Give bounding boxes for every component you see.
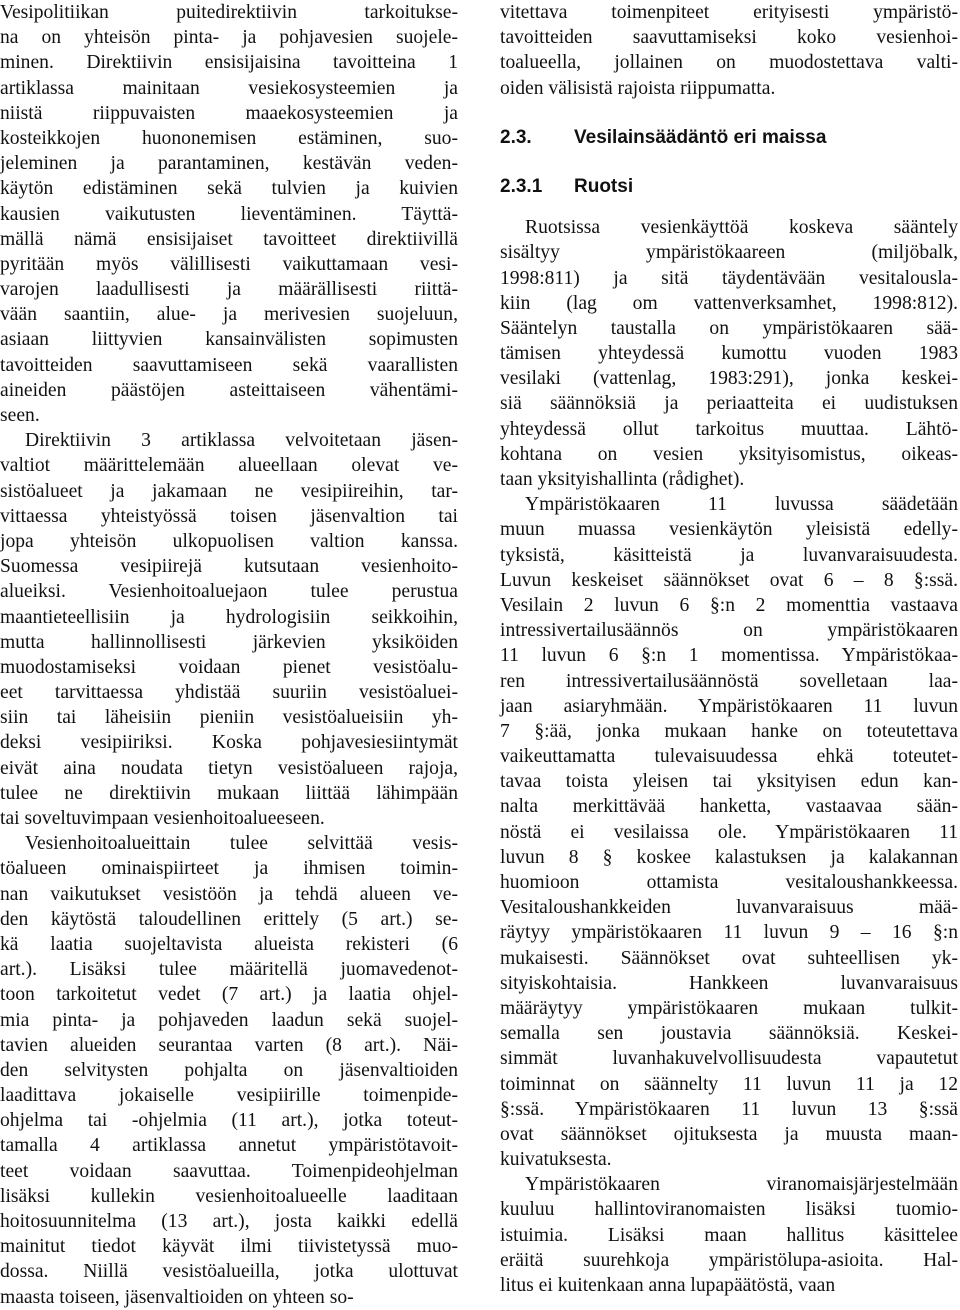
text-line: siä säännöksiä ja periaatteita ei uudistuksen [500, 393, 958, 415]
text-line: Vesienhoitoalueittain tulee selvittää vesis- [25, 833, 458, 855]
text-line: 7 §:ää, jonka mukaan hanke on toteutettava [500, 720, 958, 742]
text-line: tamalla 4 artiklassa annetut ympäristötavoit- [0, 1135, 458, 1157]
text-line: tavoitteiden saavuttamiseksi koko vesienhoi- [500, 27, 958, 49]
text-line: taan yksityishallinta (rådighet). [500, 469, 745, 491]
text-line: mällä nämä ensisijaiset tavoitteet direktiivillä [0, 228, 458, 250]
text-line: minen. Direktiivin ensisijaisina tavoitteina 1 [0, 52, 458, 74]
text-line: mainitut tiedot käyvät ilmi tiivistetyssä muo- [0, 1236, 458, 1258]
text-line: Ympäristökaaren 11 luvussa säädetään [525, 494, 958, 516]
text-line: ovat säännökset ojituksesta ja muusta maan- [500, 1123, 958, 1145]
text-line: semalla sen joustavia säännöksiä. Keskei- [500, 1023, 958, 1045]
text-line: kuivatuksesta. [500, 1149, 612, 1171]
text-line: eet tarvittaessa yhdistää suuriin vesistöaluei- [0, 682, 458, 704]
text-line: tämisen yhteydessä kumottu vuoden 1983 [500, 343, 958, 365]
text-line: lisäksi kullekin vesienhoitoalueelle laaditaan [0, 1185, 458, 1207]
text-line: kosteikkojen huononemisen estäminen, suo- [0, 127, 458, 149]
text-line: sistöalueet ja jakamaan ne vesipiireihin, tar- [0, 480, 458, 502]
text-line: aineiden päästöjen asteittaiseen vähentämi- [0, 379, 458, 401]
text-line: Direktiivin 3 artiklassa velvoitetaan jäsen- [25, 430, 458, 452]
paragraph [0, 428, 458, 831]
text-line: Vesitaloushankkeiden luvanvaraisuus mää- [500, 897, 958, 919]
subsection-heading-title: Ruotsi [574, 175, 634, 197]
text-line: art.). Lisäksi tulee määritellä juomavedenot- [0, 959, 458, 981]
text-line: jopa yhteisön ulkopuolisen valtion kanssa. [0, 530, 458, 552]
text-line: oiden välisistä rajoista riippumatta. [500, 77, 776, 99]
text-line: eivät aina noudata tietyn vesistöalueen rajoja, [0, 757, 458, 779]
subsection-heading-number: 2.3.1 [500, 175, 543, 197]
text-line: vitettava toimenpiteet erityisesti ympäristö- [500, 2, 958, 23]
text-line: käytön edistäminen sekä tulvien ja kuivien [0, 178, 458, 200]
text-line: luvun 8 § koskee kalastuksen ja kalakannan [500, 846, 958, 868]
text-line: toalueella, jollainen on muodostettava valti- [500, 52, 958, 74]
paragraph-continuation [500, 0, 958, 101]
text-line: tulee ne direktiivin mukaan liittää lähimpään [0, 782, 458, 804]
text-line: vään saantiin, alue- ja merivesien suojeluun, [0, 304, 458, 326]
text-line: kohtana on vesien yksityisomistus, oikeas- [500, 443, 958, 465]
text-line: eräitä suurehkoja ympäristölupa-asioita. Hal- [500, 1249, 958, 1271]
text-line: deksi vesipiiriksi. Koska pohjavesiesiintymät [0, 732, 458, 754]
text-line: tai soveltuvimpaan vesienhoitoalueeseen. [0, 808, 325, 829]
text-line: den käytöstä taloudellinen erittely (5 art.) se- [0, 908, 458, 930]
text-line: artiklassa mainitaan vesiekosysteemien ja [0, 77, 458, 99]
text-line: töalueen ominaispiirteet ja ihmisen toimin- [0, 858, 458, 880]
text-line: Luvun keskeiset säännökset ovat 6 – 8 §:ssä. [500, 569, 958, 591]
text-line: mukaisesti. Säännökset ovat suhteellisen yk- [500, 947, 958, 969]
text-line: ohjelma tai -ohjelmia (11 art.), jotka toteut- [0, 1110, 458, 1132]
text-line: tavoitteiden saavuttamiseen sekä vaarallisten [0, 354, 458, 376]
text-line: toiminnat on säännelty 11 luvun 11 ja 12 [500, 1073, 958, 1095]
text-line: muodostamiseksi voidaan pienet vesistöalu- [0, 656, 458, 678]
text-line: nalta merkittävää hanketta, vastaavaa sään- [500, 796, 958, 818]
text-line: siin tai läheisiin pieniin vesistöalueisiin yh- [0, 707, 458, 729]
paragraph [500, 1172, 958, 1298]
text-line: maantieteellisiin ja hydrologisiin seikkoihin, [0, 606, 458, 628]
text-line: vittaessa yhteistyössä toisen jäsenvaltion tai [0, 505, 458, 527]
text-line: nöstä ei vesilaissa ole. Ympäristökaaren 11 [500, 821, 958, 843]
paragraph [500, 215, 958, 492]
text-line: Ruotsissa vesienkäyttöä koskeva sääntely [525, 217, 958, 239]
text-line: simmät luvanhakuvelvollisuudesta vapautetut [500, 1048, 958, 1070]
text-line: istuimia. Lisäksi maan hallitus käsittelee [500, 1224, 958, 1246]
text-line: vesilaki (vattenlag, 1983:291), jonka keskei- [500, 368, 958, 390]
text-line: varojen laadullisesti ja määrällisesti riittä- [0, 279, 458, 301]
text-line: dossa. Niillä vesistöalueilla, jotka ulottuvat [0, 1261, 458, 1283]
text-line: na on yhteisön pinta- ja pohjavesien suojele- [0, 27, 458, 49]
text-line: vaikeuttamatta tulevaisuudessa ehkä toteutet- [500, 746, 958, 768]
text-line: alueiksi. Vesienhoitoaluejaon tulee perustua [0, 581, 458, 603]
text-line: kausien vaikutusten lieventäminen. Täyttä- [0, 203, 458, 225]
paragraph [500, 492, 958, 1172]
right-column [500, 0, 958, 1298]
text-line: §:ssä. Ympäristökaaren 11 luvun 13 §:ssä [500, 1098, 958, 1120]
text-line: Ympäristökaaren viranomaisjärjestelmään [525, 1174, 958, 1196]
section-heading-number: 2.3. [500, 126, 532, 148]
section-heading-title: Vesilainsäädäntö eri maissa [574, 126, 827, 148]
paragraph [0, 831, 458, 1310]
text-line: määräytyy ympäristökaaren mukaan tulkit- [500, 997, 958, 1019]
text-line: ren intressivertailusäännöstä sovelletaan laa- [500, 670, 958, 692]
text-line: kuuluu hallintoviranomaisten lisäksi tuomio- [500, 1199, 958, 1221]
text-line: tyksistä, käsitteistä ja luvanvaraisuudesta. [500, 544, 958, 566]
text-line: toon tarkoitetut vedet (7 art.) ja laatia ohjel- [0, 984, 458, 1006]
text-line: Vesilain 2 luvun 6 §:n 2 momenttia vastaava [500, 594, 958, 616]
text-line: asiaan liittyvien kansainvälisten sopimusten [0, 329, 458, 351]
section-heading [500, 125, 958, 150]
text-line: seen. [0, 405, 40, 426]
text-line: tavien alueiden seurantaa varten (8 art.). Näi- [0, 1034, 458, 1056]
text-line: laadittava jokaiselle vesipiirille toimenpide- [0, 1085, 458, 1107]
text-line: mia pinta- ja pohjaveden laadun sekä suojel- [0, 1009, 458, 1031]
text-line: mutta hallinnollisesti järkevien yksiköiden [0, 631, 458, 653]
text-line: tavaa toista yleisen tai yksityisen edun kan- [500, 771, 958, 793]
text-line: den selvitysten pohjalta on jäsenvaltioiden [0, 1059, 458, 1081]
text-line: valtiot määrittelemään alueellaan olevat ve- [0, 455, 458, 477]
text-line: intressivertailusäännös on ympäristökaaren [500, 620, 958, 642]
subsection-heading [500, 174, 958, 199]
text-line: teet voidaan saavuttaa. Toimenpideohjelman [0, 1160, 458, 1182]
text-line: Vesipolitiikan puitedirektiivin tarkoitukse- [0, 2, 458, 23]
text-line: 1998:811) ja sitä täydentävään vesitalousla- [500, 267, 958, 289]
text-line: sityiskohtaisia. Hankkeen luvanvaraisuus [500, 972, 958, 994]
text-line: hoitosuunnitelma (13 art.), josta kaikki edellä [0, 1211, 458, 1232]
text-line: muun muassa vesienkäytön yleisistä edelly- [500, 519, 958, 541]
text-line: Sääntelyn taustalla on ympäristökaaren sää- [500, 317, 958, 339]
text-line: litus ei kuitenkaan anna lupapäätöstä, vaan [500, 1275, 836, 1297]
text-line: 11 luvun 6 §:n 1 momentissa. Ympäristökaa- [500, 645, 958, 667]
text-line: sisältyy ympäristökaareen (miljöbalk, [500, 242, 958, 264]
text-line: pyritään myös välillisesti vaikuttamaan vesi- [0, 253, 458, 275]
left-column [0, 0, 458, 1310]
text-line: Suomessa vesipiirejä kutsutaan vesienhoito- [0, 556, 458, 578]
text-line: nan vaikutukset vesistöön ja tehdä alueen ve- [0, 883, 458, 905]
text-line: kä laatia suojeltavista alueista rekisteri (6 [0, 933, 458, 955]
text-line: huomioon ottamista vesitaloushankkeessa. [500, 872, 958, 894]
text-line: jeleminen ja parantaminen, kestävän veden- [0, 153, 458, 175]
text-line: maasta toiseen, jäsenvaltioiden on yhteen so- [0, 1286, 354, 1308]
text-line: jaan asiaryhmään. Ympäristökaaren 11 luvun [500, 695, 958, 717]
paragraph [0, 0, 458, 428]
text-line: kiin (lag om vattenverksamhet, 1998:812). [500, 292, 958, 314]
text-line: räytyy ympäristökaaren 11 luvun 9 – 16 §:n [500, 922, 958, 944]
text-line: niistä riippuvaisten maaekosysteemien ja [0, 102, 458, 124]
text-line: yhteydessä ollut tarkoitus muuttaa. Lähtö- [500, 418, 958, 440]
